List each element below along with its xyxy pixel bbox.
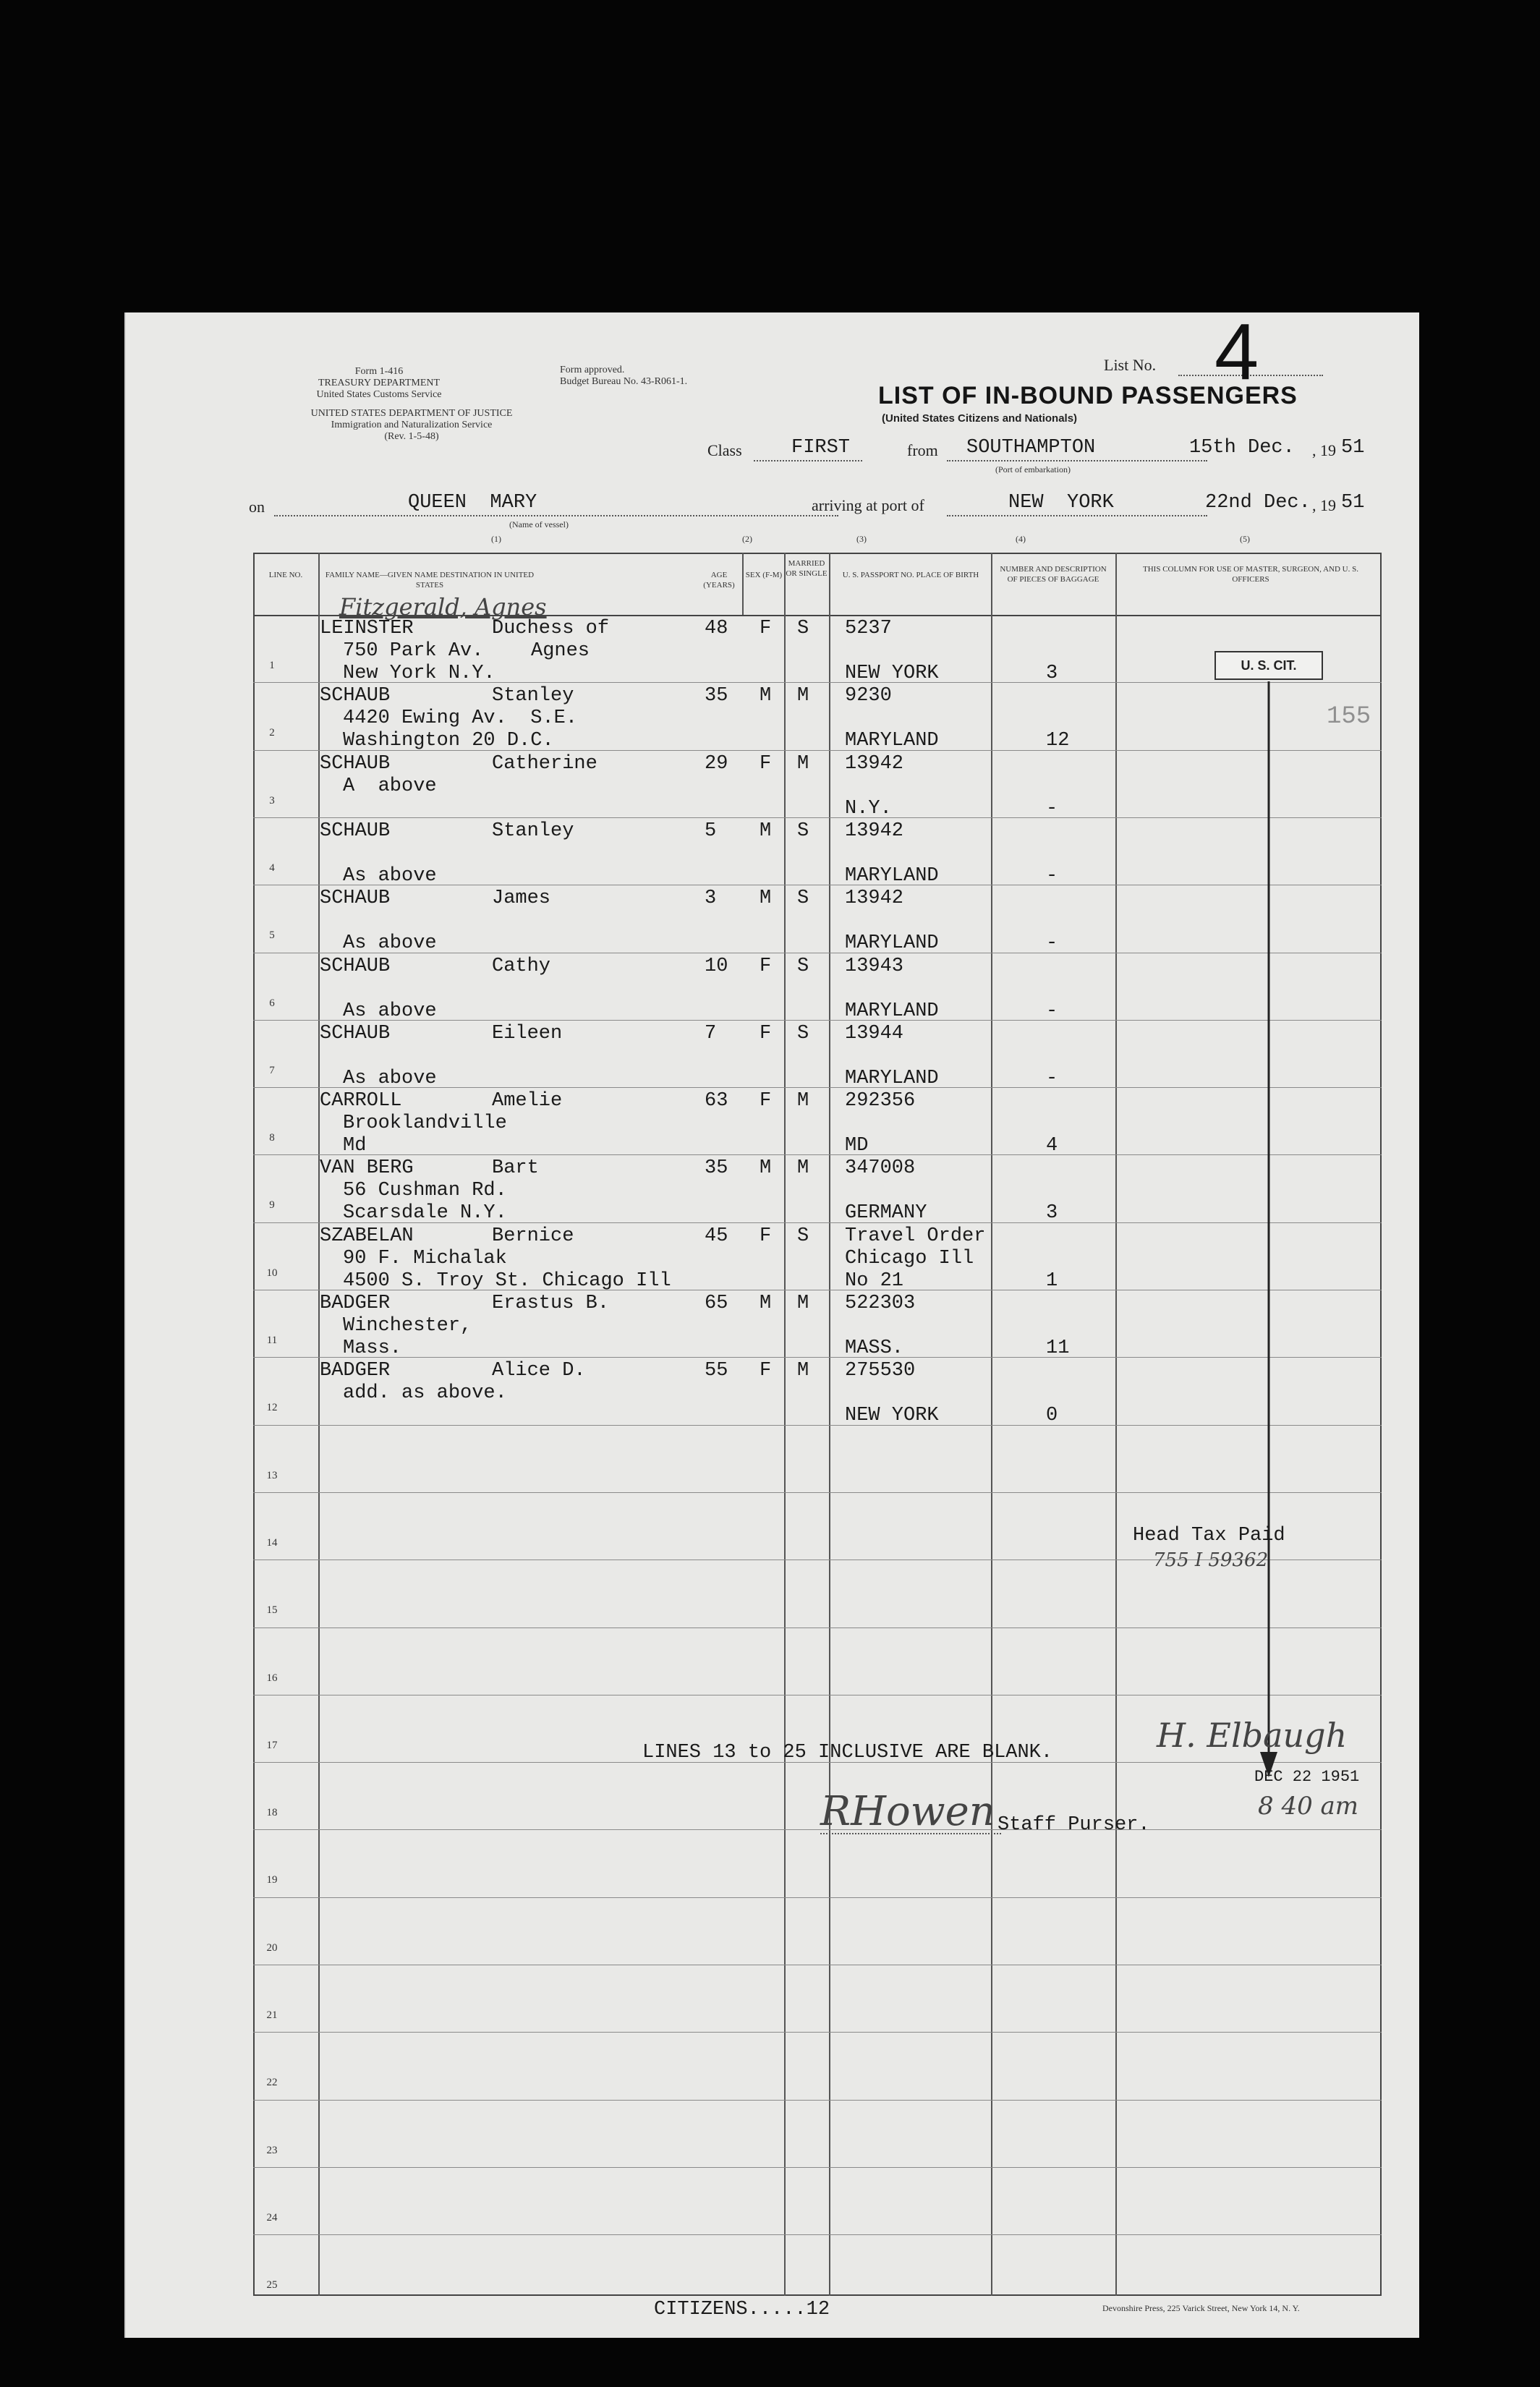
passenger-sex: F xyxy=(760,752,772,775)
line-number: 24 xyxy=(266,2211,278,2224)
passenger-ms: S xyxy=(797,1225,809,1247)
col-header-sex: SEX (F-M) xyxy=(745,571,783,579)
line-number: 6 xyxy=(269,997,275,1009)
row-divider xyxy=(253,1897,1382,1898)
passenger-baggage: 4 xyxy=(1046,1135,1058,1157)
passenger-given2: Agnes xyxy=(531,640,590,662)
line-number: 14 xyxy=(266,1536,278,1549)
col-number-2: (2) xyxy=(742,534,752,544)
form-info: Form 1-416 TREASURY DEPARTMENT United States Customs Service xyxy=(316,366,442,400)
passenger-addr2: Md xyxy=(343,1135,367,1157)
passenger-birth: MARYLAND xyxy=(845,1067,939,1089)
passenger-given: Bart xyxy=(492,1157,539,1180)
passenger-birth: No 21 xyxy=(845,1269,904,1292)
purser-underline xyxy=(820,1833,1001,1834)
passenger-baggage: - xyxy=(1046,1067,1058,1089)
line-number: 3 xyxy=(269,794,275,807)
passenger-baggage: 3 xyxy=(1046,663,1058,684)
head-tax-label: Head Tax Paid xyxy=(1133,1525,1285,1546)
passenger-sex: M xyxy=(760,685,772,707)
handwritten-name: Fitzgerald, Agnes xyxy=(339,593,547,621)
inspection-time: 8 40 am xyxy=(1258,1792,1359,1821)
row-divider xyxy=(253,2032,1382,2033)
passenger-family: SCHAUB xyxy=(320,752,391,775)
passenger-baggage: - xyxy=(1046,864,1058,887)
passenger-passport: 347008 xyxy=(845,1157,916,1180)
passenger-age: 35 xyxy=(705,1157,728,1180)
passenger-given: Cathy xyxy=(492,955,551,977)
passenger-ms: M xyxy=(797,1090,809,1112)
list-no-value: 4 xyxy=(1214,307,1259,396)
line-number: 20 xyxy=(266,1941,278,1954)
list-no-label: List No. xyxy=(1104,356,1157,374)
passenger-passport: 13943 xyxy=(845,955,904,977)
passenger-age: 55 xyxy=(705,1360,728,1382)
col-header-passport: U. S. PASSPORT NO. PLACE OF BIRTH xyxy=(842,571,979,579)
passenger-baggage: 11 xyxy=(1046,1337,1070,1359)
row-divider xyxy=(253,2100,1382,2101)
passenger-family: VAN BERG xyxy=(320,1157,414,1180)
row-divider xyxy=(253,2234,1382,2235)
class-underline xyxy=(754,460,862,461)
passenger-given: Erastus B. xyxy=(492,1293,610,1314)
vessel-underline xyxy=(274,515,838,516)
passenger-passport: 292356 xyxy=(845,1090,916,1112)
manifest-page xyxy=(124,307,1419,2338)
line-number: 16 xyxy=(266,1672,278,1684)
passenger-sex: F xyxy=(760,1225,772,1247)
passenger-sex: M xyxy=(760,820,772,842)
line-number: 10 xyxy=(266,1267,278,1279)
row-divider xyxy=(253,2167,1382,2168)
passenger-addr1: A above xyxy=(343,775,437,797)
passenger-family: CARROLL xyxy=(320,1090,402,1112)
inspector-signature: H. Elbaugh xyxy=(1157,1716,1348,1755)
passenger-ms: M xyxy=(797,1293,809,1314)
passenger-birth: MARYLAND xyxy=(845,1000,939,1022)
passenger-passport: 13942 xyxy=(845,888,904,910)
passenger-addr2: As above xyxy=(343,1067,437,1089)
line-number: 19 xyxy=(266,1874,278,1886)
line-number: 25 xyxy=(266,2279,278,2292)
line-number: 15 xyxy=(266,1604,278,1617)
passenger-addr1: add. as above. xyxy=(343,1382,507,1405)
passenger-given: Alice D. xyxy=(492,1360,586,1382)
arrival-port: NEW YORK xyxy=(1008,492,1114,514)
passenger-sex: M xyxy=(760,1157,772,1180)
line-number: 2 xyxy=(269,727,275,739)
from-underline xyxy=(947,460,1207,461)
passenger-addr2: As above xyxy=(343,864,437,887)
passenger-birth: MARYLAND xyxy=(845,932,939,955)
passenger-age: 48 xyxy=(705,618,728,639)
vessel-caption: (Name of vessel) xyxy=(509,519,569,529)
col-header-married: MARRIED OR SINGLE xyxy=(786,559,828,578)
passenger-family: SCHAUB xyxy=(320,685,391,707)
passenger-passport: 9230 xyxy=(845,685,892,707)
passenger-baggage: - xyxy=(1046,1000,1058,1022)
col-header-officers: THIS COLUMN FOR USE OF MASTER, SURGEON, AND U. S. OFFICERS xyxy=(1143,565,1358,584)
passenger-age: 5 xyxy=(705,820,717,842)
passenger-ms: M xyxy=(797,685,809,707)
passenger-addr2: 4500 S. Troy St. Chicago Ill xyxy=(343,1269,671,1292)
col-header-age: AGE (YEARS) xyxy=(703,571,735,590)
passenger-family: BADGER xyxy=(320,1360,391,1382)
passenger-ms: M xyxy=(797,1157,809,1180)
passenger-addr2: As above xyxy=(343,932,437,955)
port-embarkation: SOUTHAMPTON xyxy=(966,437,1096,459)
col-header-name: FAMILY NAME—GIVEN NAME DESTINATION IN UNITED STATES xyxy=(325,571,535,590)
passenger-sex: F xyxy=(760,1022,772,1044)
passenger-given: Catherine xyxy=(492,752,597,775)
line-number: 9 xyxy=(269,1199,275,1212)
passenger-passport: 5237 xyxy=(845,618,892,639)
passenger-passport: Travel Order xyxy=(845,1225,986,1247)
line-number: 1 xyxy=(269,660,275,671)
passenger-ms: S xyxy=(797,618,809,639)
passenger-birth: MARYLAND xyxy=(845,864,939,887)
passenger-ms: S xyxy=(797,820,809,842)
passenger-baggage: - xyxy=(1046,932,1058,955)
line-number: 17 xyxy=(266,1739,278,1751)
page-title: LIST OF IN-BOUND PASSENGERS xyxy=(878,382,1298,409)
line-number: 13 xyxy=(266,1469,278,1481)
passenger-sex: F xyxy=(760,955,772,977)
passenger-ms: S xyxy=(797,1022,809,1044)
passenger-addr2: As above xyxy=(343,1000,437,1022)
passenger-given: James xyxy=(492,888,551,910)
passenger-age: 63 xyxy=(705,1090,728,1112)
arrival-year-prefix: , 19 xyxy=(1312,496,1336,514)
passenger-birth: MD xyxy=(845,1135,869,1157)
passenger-passport: 275530 xyxy=(845,1360,916,1382)
passenger-birth: MARYLAND xyxy=(845,730,939,752)
passenger-addr2: New York N.Y. xyxy=(343,663,495,684)
passenger-birth: MASS. xyxy=(845,1337,904,1359)
col-number-5: (5) xyxy=(1240,534,1250,544)
passenger-addr1: 56 Cushman Rd. xyxy=(343,1180,507,1202)
passenger-addr1: 90 F. Michalak xyxy=(343,1247,507,1269)
col-header-baggage: NUMBER AND DESCRIPTION OF PIECES OF BAGGAGE xyxy=(1000,565,1107,584)
line-number: 23 xyxy=(266,2144,278,2156)
passenger-addr2: Scarsdale N.Y. xyxy=(343,1202,507,1225)
col-number-4: (4) xyxy=(1016,534,1026,544)
passenger-given: Bernice xyxy=(492,1225,574,1247)
line-number: 11 xyxy=(266,1335,278,1346)
passenger-sex: M xyxy=(760,1293,772,1314)
passenger-passport: 13944 xyxy=(845,1022,904,1044)
passenger-given: Eileen xyxy=(492,1022,563,1044)
passenger-birth: NEW YORK xyxy=(845,1405,939,1427)
passenger-age: 45 xyxy=(705,1225,728,1247)
passenger-birth2: Chicago Ill xyxy=(845,1247,974,1269)
line-number: 4 xyxy=(269,861,275,874)
row-divider xyxy=(253,1829,1382,1830)
port-embarkation-caption: (Port of embarkation) xyxy=(995,464,1071,475)
on-label: on xyxy=(249,498,265,516)
page-subtitle: (United States Citizens and Nationals) xyxy=(882,412,1078,425)
passenger-ms: S xyxy=(797,955,809,977)
passenger-family: SZABELAN xyxy=(320,1225,414,1247)
row-divider xyxy=(253,1357,1382,1358)
arriving-label: arriving at port of xyxy=(812,496,924,514)
line-number: 21 xyxy=(266,2009,278,2021)
class-value: FIRST xyxy=(791,437,851,459)
passenger-addr1: Winchester, xyxy=(343,1315,472,1337)
row-divider xyxy=(253,1492,1382,1493)
row-divider xyxy=(253,817,1382,818)
passenger-baggage: 3 xyxy=(1046,1202,1058,1225)
passenger-addr2: Mass. xyxy=(343,1337,402,1359)
departure-year: 51 xyxy=(1341,437,1365,459)
passenger-given: Amelie xyxy=(492,1090,563,1112)
inspection-date: DEC 22 1951 xyxy=(1254,1768,1360,1786)
passenger-sex: F xyxy=(760,1360,772,1382)
class-label: Class xyxy=(707,441,742,459)
row-divider xyxy=(253,1425,1382,1426)
passenger-passport: 13942 xyxy=(845,752,904,775)
from-label: from xyxy=(907,441,938,459)
col-divider xyxy=(742,553,744,615)
stamp-number: 155 xyxy=(1327,703,1371,731)
passenger-family: SCHAUB xyxy=(320,955,391,977)
passenger-age: 7 xyxy=(705,1022,717,1044)
passenger-age: 29 xyxy=(705,752,728,775)
passenger-addr1: 750 Park Av. xyxy=(343,640,484,662)
passenger-baggage: - xyxy=(1046,797,1058,820)
passenger-sex: F xyxy=(760,618,772,639)
passenger-sex: M xyxy=(760,888,772,910)
arrival-date: 22nd Dec. xyxy=(1205,492,1311,514)
approval-info: Form approved. Budget Bureau No. 43-R061-1. xyxy=(560,365,688,387)
departure-date: 15th Dec. xyxy=(1189,437,1295,459)
passenger-addr1: Brooklandville xyxy=(343,1112,507,1135)
passenger-given: Stanley xyxy=(492,820,574,842)
blank-lines-note: LINES 13 to 25 INCLUSIVE ARE BLANK. xyxy=(642,1742,1053,1763)
passenger-baggage: 12 xyxy=(1046,730,1070,752)
line-number: 12 xyxy=(266,1402,278,1414)
passenger-addr2: Washington 20 D.C. xyxy=(343,730,554,752)
line-number: 22 xyxy=(266,2077,278,2089)
passenger-passport: 13942 xyxy=(845,820,904,842)
arrival-port-underline xyxy=(947,515,1207,516)
passenger-ms: M xyxy=(797,1360,809,1382)
col-header-line-no: LINE NO. xyxy=(268,571,303,579)
passenger-addr1: 4420 Ewing Av. S.E. xyxy=(343,707,578,730)
us-citizen-stamp: U. S. CIT. xyxy=(1214,651,1323,680)
passenger-age: 3 xyxy=(705,888,717,910)
col-number-1: (1) xyxy=(491,534,501,544)
vessel-name: QUEEN MARY xyxy=(408,492,537,514)
passenger-passport: 522303 xyxy=(845,1293,916,1314)
passenger-sex: F xyxy=(760,1090,772,1112)
passenger-age: 35 xyxy=(705,685,728,707)
line-number: 8 xyxy=(269,1132,275,1144)
line-number: 18 xyxy=(266,1807,278,1819)
head-tax-handwriting: 755 I 59362 xyxy=(1153,1549,1269,1571)
line-number: 5 xyxy=(269,929,275,942)
printer-imprint: Devonshire Press, 225 Varick Street, New York 14, N. Y. xyxy=(1102,2303,1300,2313)
passenger-ms: M xyxy=(797,752,809,775)
passenger-birth: NEW YORK xyxy=(845,663,939,684)
passenger-given: Duchess of xyxy=(492,618,610,639)
col-number-3: (3) xyxy=(856,534,867,544)
passenger-birth: N.Y. xyxy=(845,797,892,820)
agency-info: UNITED STATES DEPARTMENT OF JUSTICE Immigration and Naturalization Service (Rev. 1-5-48) xyxy=(310,408,513,442)
passenger-birth: GERMANY xyxy=(845,1202,927,1225)
purser-signature: RHowen xyxy=(820,1788,995,1835)
passenger-ms: S xyxy=(797,888,809,910)
passenger-baggage: 1 xyxy=(1046,1269,1058,1292)
line-number: 7 xyxy=(269,1064,275,1076)
passenger-family: SCHAUB xyxy=(320,820,391,842)
passenger-baggage: 0 xyxy=(1046,1405,1058,1427)
passenger-family: SCHAUB xyxy=(320,888,391,910)
passenger-family: LEINSTER xyxy=(320,618,414,639)
arrow-down-icon xyxy=(1254,681,1283,1781)
arrival-year: 51 xyxy=(1341,492,1365,514)
departure-year-prefix: , 19 xyxy=(1312,441,1336,459)
purser-title: Staff Purser. xyxy=(997,1814,1150,1836)
row-divider xyxy=(253,1154,1382,1155)
passenger-age: 65 xyxy=(705,1293,728,1314)
passenger-age: 10 xyxy=(705,955,728,977)
citizens-count: CITIZENS.....12 xyxy=(654,2299,830,2320)
passenger-family: SCHAUB xyxy=(320,1022,391,1044)
passenger-family: BADGER xyxy=(320,1293,391,1314)
passenger-given: Stanley xyxy=(492,685,574,707)
